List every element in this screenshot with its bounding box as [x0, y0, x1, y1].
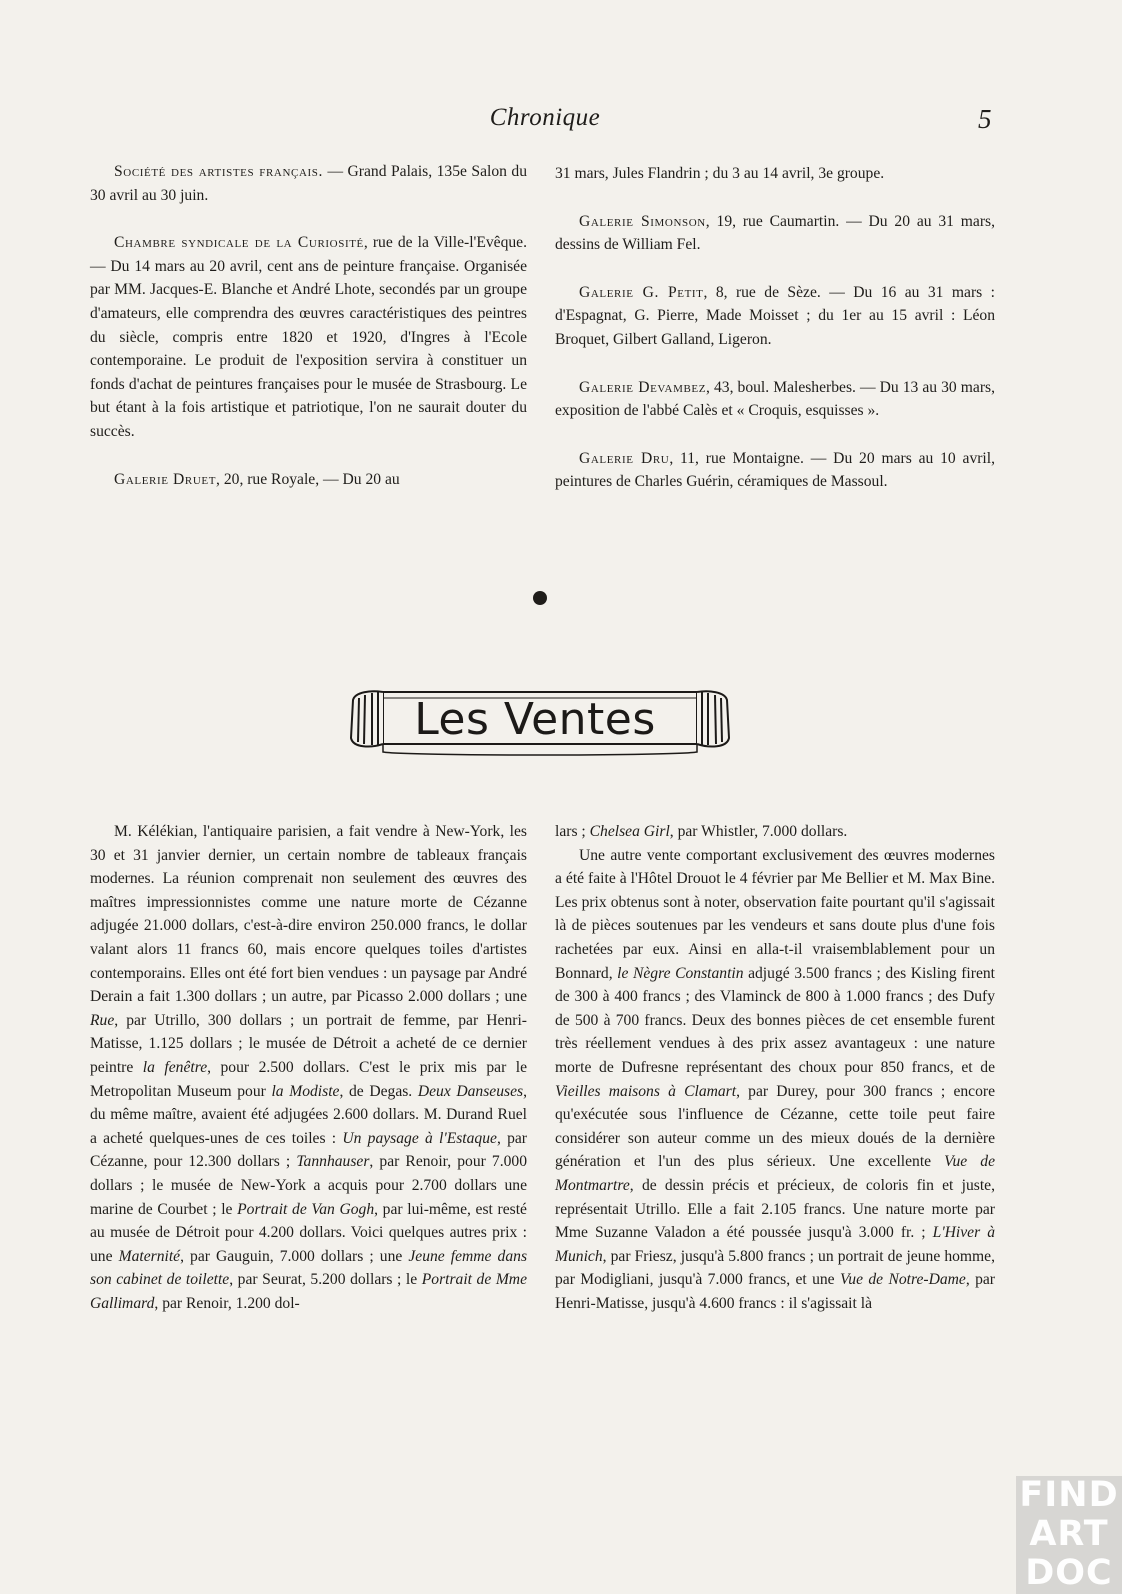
text-run: Une autre vente comportant exclusivement des œuvres modernes a été faite à l'Hôtel Drouot le 4 février par Me Bellier et M. Max Bine. Les prix obtenus sont à noter, observation faite pourtant qu'il s'agissait là de pièces soutenues par les vendeurs et sans doute plus d'une fois rachetées par eux. Ainsi en alla-t-il vraisemblablement pour un Bonnard, [555, 846, 995, 982]
paragraph-galerie-petit [555, 281, 995, 352]
text-run: , par Seurat, 5.200 dollars ; le [229, 1271, 422, 1289]
text-run: , de Degas. [339, 1082, 418, 1100]
paragraph-continuation [555, 820, 995, 844]
text-run: adjugé 3.500 francs ; des Kisling firent de 300 à 400 francs ; des Vlaminck de 800 à 1.000 francs ; des Dufy de 500 à 700 francs. Deux des bonnes pièces de cet ensemble furent très réellement vendues à des prix assez avantageux : une nature morte de Dufresne représentant des choux pour 850 francs, et de [555, 964, 996, 1076]
paragraph-text: , 19, rue Caumartin. — Du 20 au 31 mars, dessins de William Fel. [555, 212, 995, 254]
section-divider-dot [533, 591, 547, 605]
artwork-title: Chelsea Girl [589, 823, 670, 840]
watermark-line: DOC [1025, 1553, 1113, 1593]
exhibitor-name: Galerie Dru [579, 449, 670, 467]
findartdoc-watermark-logo [1016, 1476, 1122, 1594]
artwork-title: Vue de Montmartre [555, 1153, 996, 1194]
watermark-line: ART [1029, 1514, 1109, 1554]
chronique-left-column [90, 160, 527, 491]
paragraph-galerie-dru [555, 447, 995, 494]
paragraph-text: , 11, rue Montaigne. — Du 20 mars au 10 avril, peintures de Charles Guérin, céramiques de Massoul. [555, 449, 995, 491]
text-run: , par Friesz, jusqu'à 5.800 francs ; un portrait de jeune homme, par Modigliani, jusqu'à 7.000 francs, et une [555, 1247, 995, 1289]
paragraph-continuation: 31 mars, Jules Flandrin ; du 3 au 14 avril, 3e groupe. [555, 165, 885, 182]
page-number: 5 [978, 104, 992, 134]
text-run: , pour 2.500 dollars. C'est le prix mis par le Metropolitan Museum pour [90, 1058, 527, 1100]
paragraph-vente-kelekian [90, 820, 527, 1315]
artwork-title: Vue de Notre-Dame [839, 1271, 966, 1289]
text-run: , par Renoir, pour 7.000 dollars ; le musée de New-York a acquis pour 2.700 dollars une marine de Courbet ; le [90, 1153, 527, 1218]
paragraph-galerie-devambez [555, 376, 995, 423]
text-run: , par Renoir, 1.200 dol- [154, 1294, 300, 1312]
text-run: , par Gauguin, 7.000 dollars ; une [180, 1247, 409, 1265]
paragraph-text: , 43, boul. Malesherbes. — Du 13 au 30 mars, exposition de l'abbé Calès et « Croquis, esquisses ». [555, 378, 995, 420]
text-run: , du même maître, avaient été adjugées 2.600 dollars. M. Durand Ruel a acheté quelques-unes de ces toiles : [90, 1082, 527, 1147]
text-run: , par Henri-Matisse, jusqu'à 4.600 francs : il s'agissait là [555, 1271, 995, 1312]
section-title: Les Ventes [414, 694, 656, 745]
artwork-title: Un paysage à l'Estaque [342, 1129, 497, 1147]
paragraph-chambre-syndicale [90, 231, 527, 443]
artwork-title: Deux Danseuses [417, 1082, 524, 1100]
ventes-left-column [90, 820, 527, 1315]
running-title: Chronique [489, 104, 601, 131]
artwork-title: Vieilles maisons à Clamart [555, 1082, 737, 1100]
watermark-line: FIND [1019, 1475, 1119, 1515]
artwork-title: Portrait de Mme Gallimard [90, 1271, 527, 1312]
text-run: , par Cézanne, pour 12.300 dollars ; [90, 1129, 527, 1171]
artwork-title: Tannhauser [296, 1153, 370, 1171]
artwork-title: Jeune femme dans son cabinet de toilette [90, 1247, 528, 1289]
text-run: lars ; [555, 823, 590, 840]
text-run: , par Whistler, 7.000 dollars. [669, 823, 848, 840]
paragraph-galerie-simonson [555, 210, 995, 257]
paragraph-galerie-druet [90, 468, 527, 492]
artwork-title: la fenêtre [142, 1058, 208, 1076]
paragraph-text: , 20, rue Royale, — Du 20 au [216, 470, 400, 488]
text-run: , par Utrillo, 300 dollars ; un portrait de femme, par Henri-Matisse, 1.125 dollars ; le musée de Détroit a acheté de ce dernier peintre [90, 1011, 527, 1076]
exhibitor-name: Chambre syndicale de la Curiosité [114, 234, 364, 252]
exhibitor-name: Galerie G. Petit [579, 283, 704, 301]
text-run: , par lui-même, est resté au musée de Détroit pour 4.200 dollars. Voici quelques autres prix : une [90, 1200, 527, 1265]
artwork-title: Portrait de Van Gogh [237, 1200, 375, 1218]
paragraph-text: — Grand Palais, 135e Salon du 30 avril au 30 juin. [90, 163, 527, 204]
exhibitor-name: Galerie Druet [114, 470, 217, 488]
paragraph-societe-artistes [90, 160, 527, 207]
text-run: , de dessin précis et précieux, de coloris fin et juste, représentait Utrillo. Elle a fait 2.105 francs. Une nature morte par Mme Suzanne Valadon a été poussée jusqu'à 3.000 fr. ; [555, 1176, 995, 1242]
artwork-title: Rue [90, 1011, 115, 1029]
artwork-title: la Modiste [271, 1082, 340, 1100]
paragraph-text: , rue de la Ville-l'Evêque. — Du 14 mars au 20 avril, cent ans de peinture française. Organisée par MM. Jacques-E. Blanche et André Lhote, secondés par un groupe d'amateurs, elle comprendra des œuvres caractéristiques des peintres du siècle, compris entre 1820 et 1920, d'Ingres à l'Ecole contemporaine. Le produit de l'exposition servira à constituer un fonds d'achat de peintures françaises pour le musée de Strasbourg. Le but étant à la fois artistique et patriotique, l'on ne saurait douter du succès. [90, 234, 527, 440]
paragraph-vente-drouot [555, 844, 995, 1316]
exhibitor-name: Galerie Devambez [579, 378, 707, 396]
text-run: M. Kélékian, l'antiquaire parisien, a fait vendre à New-York, les 30 et 31 janvier dernier, un certain nombre de tableaux français modernes. La réunion comprenait non seulement des œuvres des maîtres impressionnistes comme une nature morte de Cézanne adjugée 21.000 dollars, c'est-à-dire environ 250.000 francs, le dollar valant alors 11 francs 60, mais encore quelques toiles d'artistes contemporains. Elles ont été fort bien vendues : un paysage par André Derain a fait 1.300 dollars ; un autre, par Picasso 2.000 dollars ; une [90, 823, 527, 1006]
chronique-right-column [555, 162, 995, 494]
text-run: , par Durey, pour 300 francs ; encore qu'exécutée sous l'influence de Cézanne, cette toile peut faire considérer son auteur comme un des mieux doués de la dernière génération et l'un des plus sérieux. Une excellente [555, 1082, 995, 1171]
exhibitor-name: Galerie Simonson [579, 212, 706, 230]
exhibitor-name: Société des artistes français. [114, 163, 323, 180]
paragraph-text: , 8, rue de Sèze. — Du 16 au 31 mars : d'Espagnat, G. Pierre, Made Moisset ; du 1er au 15 avril : Léon Broquet, Gilbert Galland, Ligeron. [555, 283, 995, 348]
artwork-title: le Nègre Constantin [617, 964, 744, 982]
artwork-title: L'Hiver à Munich [555, 1224, 995, 1265]
ventes-right-column [555, 820, 995, 1315]
artwork-title: Maternité [118, 1247, 181, 1265]
